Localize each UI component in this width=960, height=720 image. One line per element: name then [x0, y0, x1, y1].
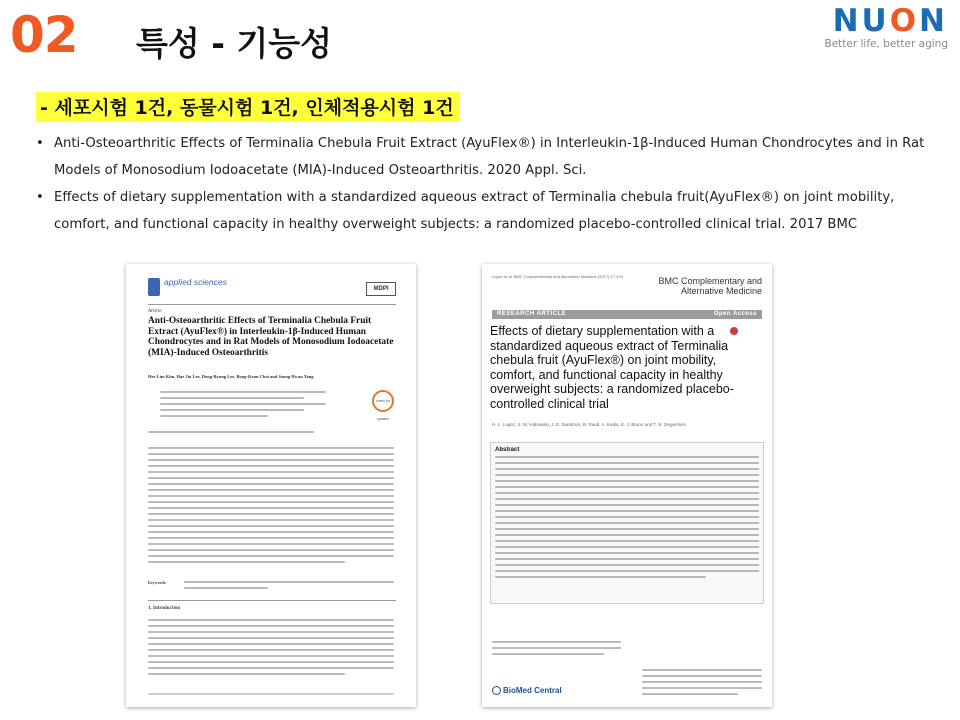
date-lines	[148, 428, 328, 437]
crossmark-icon	[730, 327, 738, 335]
article-type: Article	[148, 309, 162, 314]
open-access-label: Open Access	[713, 311, 757, 317]
publisher-logo	[492, 686, 562, 695]
abstract-heading: Abstract	[495, 447, 520, 453]
divider	[148, 304, 396, 305]
section-heading: 1. Introduction	[148, 606, 181, 611]
journal-name: applied sciences	[164, 277, 227, 287]
slide-number: 02	[10, 6, 78, 64]
brand-name: NUON	[832, 3, 948, 39]
article-type-label: RESEARCH ARTICLE	[497, 311, 567, 317]
keywords-label: Keywords:	[148, 580, 167, 585]
reference-list	[36, 130, 936, 238]
keywords-lines	[184, 578, 394, 593]
publisher-logo: MDPI	[366, 282, 396, 296]
publisher-name: BioMed Central	[503, 685, 562, 695]
paper-thumbnail-bmc	[482, 264, 772, 707]
slide-title: 특성 - 기능성	[136, 24, 333, 63]
license-lines	[642, 666, 762, 699]
introduction-lines	[148, 616, 394, 679]
article-type-bar	[492, 310, 762, 319]
affiliation-lines	[160, 388, 340, 421]
brand-tagline: Better life, better aging	[824, 38, 948, 50]
abstract-lines	[148, 444, 394, 567]
paper-thumbnail-applied-sciences	[126, 264, 416, 707]
footer-lines	[148, 690, 394, 699]
journal-logo	[148, 278, 227, 296]
brand-logo	[825, 4, 949, 50]
correspondence-lines	[492, 638, 632, 659]
abstract-box	[490, 442, 764, 604]
test-summary-highlight: - 세포시험 1건, 동물시험 1건, 인체적용시험 1건	[36, 92, 460, 122]
paper-citation: Lopez et al. BMC Complementary and Alternative Medicine (2017) 17:475	[492, 274, 623, 279]
divider	[148, 600, 396, 601]
paper-authors: Hee Lim Kim, Hae Jin Lee, Dong-Ryung Lee, Bong-Keun Choi and Seung Hwan Yang	[148, 374, 314, 379]
journal-name: BMC Complementary and Alternative Medicine	[658, 276, 762, 296]
reference-item: • Anti-Osteoarthritic Effects of Terminalia Chebula Fruit Extract (AyuFlex®) in Interleukin-1β-Induced Human Chondrocytes and in Rat Models of Monosodium Iodoacetate (MIA)-Induced Osteoarthritis. 2020 Appl. Sci.	[36, 130, 936, 184]
paper-authors: H. L. Lopez, S. M. Habowski, J. E. Sandrock, B. Raub, A. Kedia, E. J. Bruno and T. N. Ziegenfuss	[492, 422, 686, 427]
reference-item: • Effects of dietary supplementation with a standardized aqueous extract of Terminalia chebula fruit(AyuFlex®) on joint mobility, comfort, and functional capacity in healthy overweight subjects: a randomized placebo-controlled clinical trial. 2017 BMC	[36, 184, 936, 238]
journal-mark-icon	[148, 278, 160, 296]
check-for-updates-badge: check for updates	[372, 390, 394, 412]
paper-title: Anti-Osteoarthritic Effects of Terminalia Chebula Fruit Extract (AyuFlex®) in Interleukin-1β-Induced Human Chondrocytes and in Rat Models of Monosodium Iodoacetate (MIA)-Induced Osteoarthritis	[148, 316, 394, 358]
biomed-central-icon	[492, 686, 501, 695]
paper-title: Effects of dietary supplementation with a standardized aqueous extract of Terminalia chebula fruit (AyuFlex®) on joint mobility, comfort, and functional capacity in healthy overweight subjects: a randomized placebo-controlled clinical trial	[490, 324, 734, 411]
